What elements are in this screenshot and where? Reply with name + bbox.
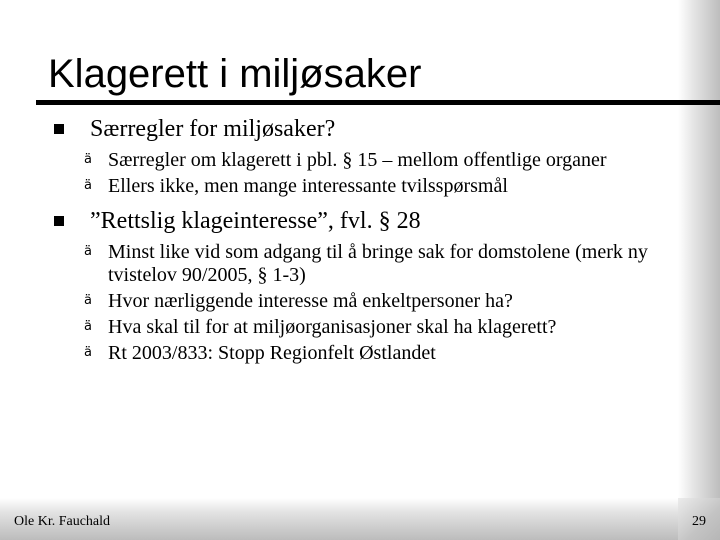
slide-title: Klagerett i miljøsaker: [48, 52, 422, 96]
footer-author: Ole Kr. Fauchald: [14, 514, 111, 529]
sub-bullet-item: [48, 149, 668, 172]
sub-bullet-text: Rt 2003/833: Stopp Regionfelt Østlandet: [108, 342, 436, 364]
sub-bullet-item: [48, 290, 668, 313]
slide-content: [48, 114, 668, 369]
sub-bullet-icon: ä: [84, 319, 92, 334]
square-bullet-icon: [54, 216, 64, 226]
sub-bullet-text: Ellers ikke, men mange interessante tvilsspørsmål: [108, 175, 508, 197]
sub-bullet-text: Minst like vid som adgang til å bringe sak for domstolene (merk ny tvistelov 90/2005, § 1-3): [108, 241, 648, 286]
sub-bullet-icon: ä: [84, 345, 92, 360]
sub-bullet-icon: ä: [84, 244, 92, 259]
page-number: 29: [692, 514, 706, 529]
sub-bullet-item: [48, 316, 668, 339]
bullet-text: Særregler for miljøsaker?: [90, 116, 336, 142]
bullet-item: [48, 206, 668, 236]
sub-bullet-item: [48, 175, 668, 198]
sub-bullet-text: Særregler om klagerett i pbl. § 15 – mellom offentlige organer: [108, 149, 607, 171]
sub-bullet-icon: ä: [84, 152, 92, 167]
bullet-item: [48, 114, 668, 144]
title-underline: [36, 100, 720, 105]
sub-bullet-list: [48, 149, 668, 198]
sub-bullet-icon: ä: [84, 178, 92, 193]
bullet-text: ”Rettslig klageinteresse”, fvl. § 28: [90, 208, 421, 234]
sub-bullet-text: Hvor nærliggende interesse må enkeltpersoner ha?: [108, 290, 513, 312]
sub-bullet-item: [48, 342, 668, 365]
sub-bullet-text: Hva skal til for at miljøorganisasjoner skal ha klagerett?: [108, 316, 557, 338]
sub-bullet-item: [48, 241, 668, 287]
right-gradient-strip: [678, 0, 720, 540]
sub-bullet-icon: ä: [84, 293, 92, 308]
sub-bullet-list: [48, 241, 668, 365]
square-bullet-icon: [54, 124, 64, 134]
